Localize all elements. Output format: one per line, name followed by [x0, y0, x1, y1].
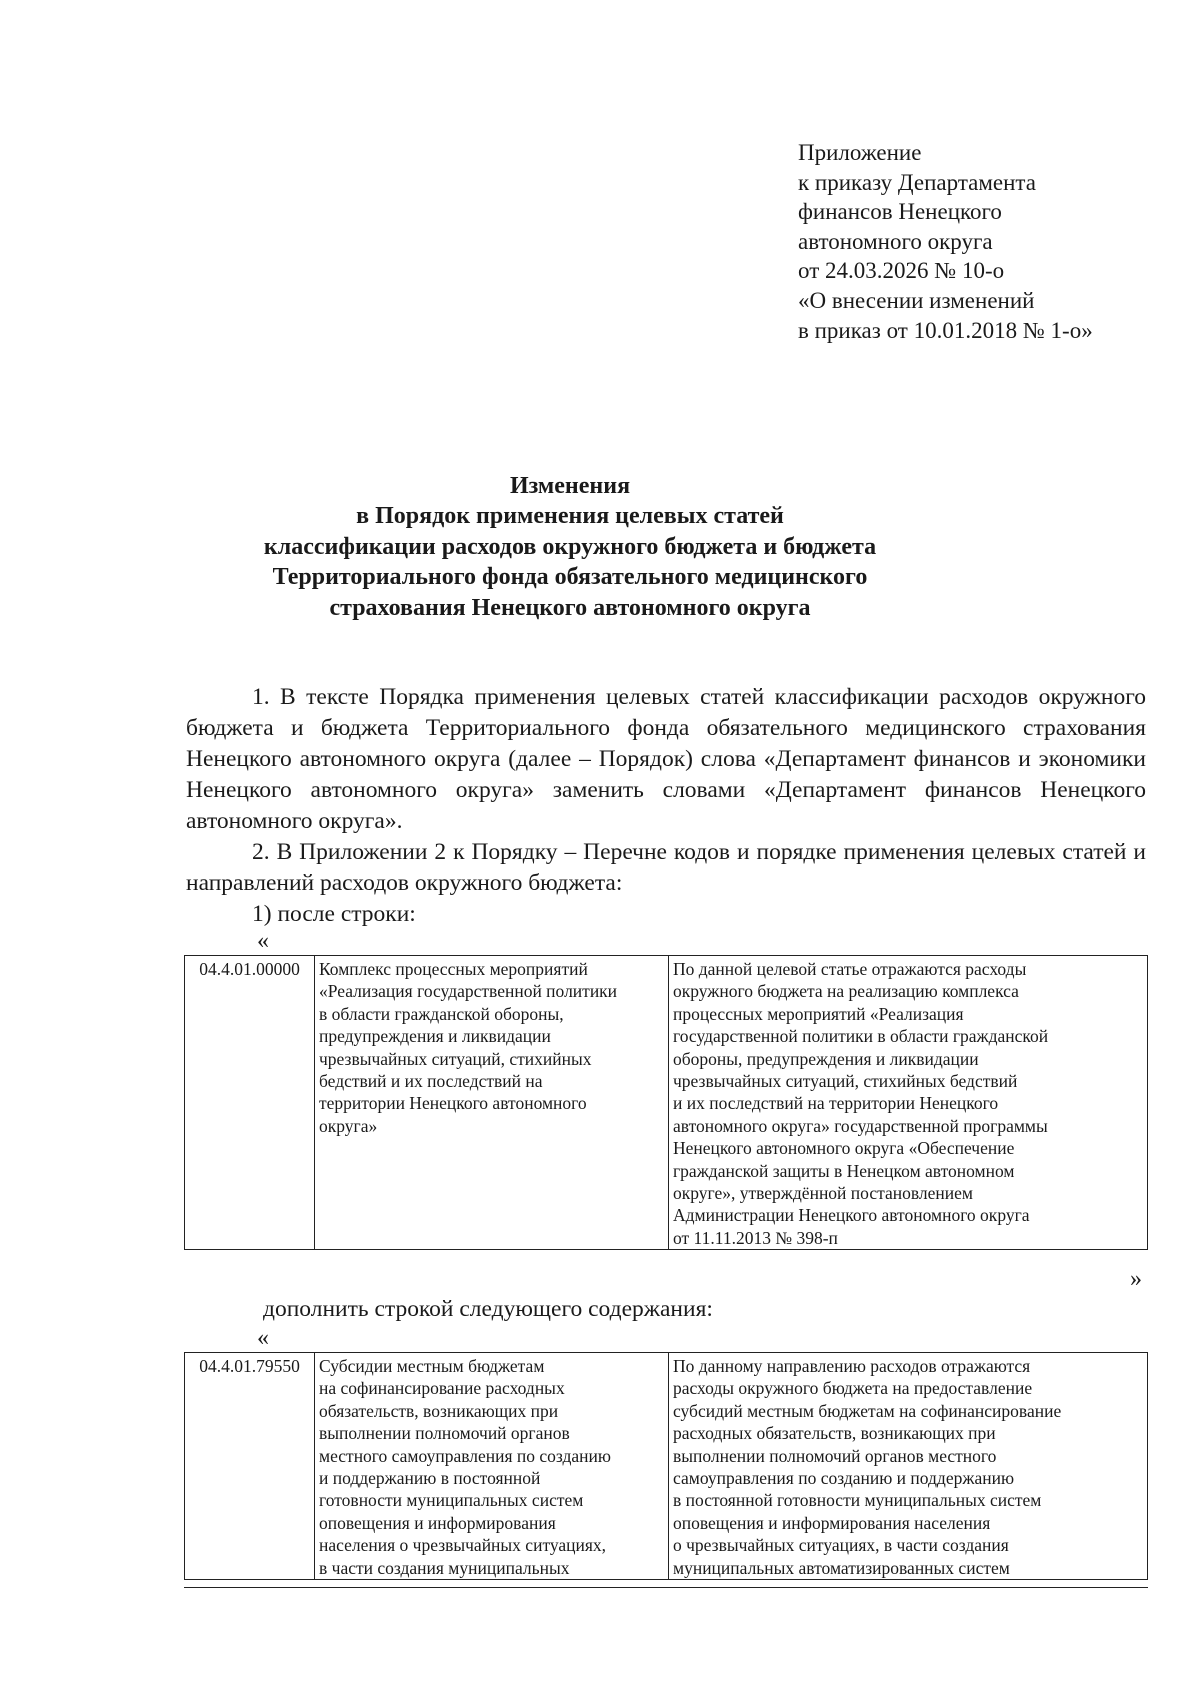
open-quote-1: «	[257, 928, 269, 954]
desc-line: муниципальных автоматизированных систем	[673, 1557, 1010, 1578]
desc-line: гражданской защиты в Ненецком автономном	[673, 1160, 1015, 1181]
desc-line: расходы окружного бюджета на предоставление	[673, 1378, 1033, 1399]
table-row	[185, 1353, 1148, 1580]
description-cell	[669, 956, 1148, 1250]
desc-line: оповещения и информирования населения	[673, 1512, 991, 1533]
desc-line: государственной политики в области гражданской	[673, 1026, 1049, 1047]
paragraph-after: дополнить строкой следующего содержания:	[263, 1296, 713, 1322]
paragraph-1: 1. В тексте Порядка применения целевых статей классификации расходов окружного бюджета и бюджета Территориального фонда обязательного медицинского страхования Ненецкого автономного округа (далее – Порядок) слова «Департамент финансов и экономики Ненецкого автономного округа» заменить словами «Департамент финансов Ненецкого автономного округа».	[186, 684, 1146, 834]
name-line: бедствий и их последствий на	[319, 1071, 543, 1092]
code-cell	[185, 1353, 315, 1580]
name-line: территории Ненецкого автономного	[319, 1093, 587, 1114]
appendix-line: «О внесении изменений	[798, 287, 1035, 313]
title-line: классификации расходов окружного бюджета и бюджета	[263, 533, 877, 560]
code-cell	[185, 956, 315, 1250]
name-line: в области гражданской обороны,	[319, 1003, 564, 1024]
table-existing-row	[184, 955, 1148, 1250]
appendix-line: от 24.03.2026 № 10-о	[798, 258, 1005, 284]
appendix-block	[798, 138, 1093, 345]
title-line: Изменения	[509, 473, 631, 499]
name-line: чрезвычайных ситуаций, стихийных	[319, 1048, 592, 1069]
name-line: и поддержанию в постоянной	[319, 1468, 541, 1489]
name-line: Субсидии местным бюджетам	[319, 1356, 545, 1376]
name-line: на софинансирование расходных	[319, 1378, 565, 1399]
desc-line: По данной целевой статье отражаются расходы	[673, 959, 1027, 979]
paragraph-3: 1) после строки:	[252, 901, 416, 927]
desc-line: окружного бюджета на реализацию комплекса	[673, 981, 1019, 1002]
name-line: готовности муниципальных систем	[319, 1490, 584, 1511]
desc-line: округе», утверждённой постановлением	[673, 1183, 973, 1204]
name-cell	[315, 1353, 669, 1580]
desc-line: самоуправления по созданию и поддержанию	[673, 1468, 1015, 1489]
name-line: предупреждения и ликвидации	[319, 1026, 551, 1047]
name-line: «Реализация государственной политики	[319, 981, 618, 1002]
name-line: в части создания муниципальных	[319, 1557, 570, 1578]
desc-line: Администрации Ненецкого автономного округа	[673, 1205, 1030, 1226]
desc-line: от 11.11.2013 № 398-п	[673, 1227, 838, 1248]
name-line: округа»	[319, 1115, 378, 1136]
code-value: 04.4.01.79550	[199, 1356, 300, 1376]
name-line: выполнении полномочий органов	[319, 1423, 570, 1444]
body-text	[186, 682, 1146, 930]
description-cell	[669, 1353, 1148, 1580]
appendix-line: Приложение	[798, 140, 922, 165]
desc-line: чрезвычайных ситуаций, стихийных бедствий	[673, 1071, 1018, 1092]
desc-line: По данному направлению расходов отражаются	[673, 1356, 1031, 1376]
title-line: страхования Ненецкого автономного округа	[329, 594, 811, 621]
name-line: оповещения и информирования	[319, 1512, 556, 1533]
desc-line: о чрезвычайных ситуациях, в части создания	[673, 1535, 1009, 1556]
table-new-row	[184, 1352, 1148, 1580]
close-quote-1: »	[1130, 1266, 1142, 1292]
name-line: местного самоуправления по созданию	[319, 1445, 611, 1466]
code-value: 04.4.01.00000	[199, 959, 300, 979]
desc-line: процессных мероприятий «Реализация	[673, 1003, 964, 1024]
desc-line: автономного округа» государственной программы	[673, 1115, 1048, 1136]
name-line: обязательств, возникающих при	[319, 1400, 559, 1421]
name-cell	[315, 956, 669, 1250]
desc-line: и их последствий на территории Ненецкого	[673, 1093, 999, 1114]
name-line: Комплекс процессных мероприятий	[319, 959, 588, 979]
table-row	[185, 956, 1148, 1250]
paragraph-2: 2. В Приложении 2 к Порядку – Перечне кодов и порядке применения целевых статей и направлений расходов окружного бюджета:	[186, 839, 1146, 896]
desc-line: выполнении полномочий органов местного	[673, 1445, 997, 1466]
desc-line: расходных обязательств, возникающих при	[673, 1423, 996, 1444]
document-title	[150, 471, 990, 623]
title-line: в Порядок применения целевых статей	[356, 503, 784, 530]
desc-line: субсидий местным бюджетам на софинансирование	[673, 1400, 1062, 1421]
table-new-row-wrapper	[184, 1352, 1148, 1588]
appendix-line: финансов Ненецкого	[798, 199, 1002, 225]
title-line: Территориального фонда обязательного медицинского	[272, 564, 868, 591]
appendix-line: к приказу Департамента	[798, 169, 1036, 195]
open-quote-2: «	[257, 1325, 269, 1351]
name-line: населения о чрезвычайных ситуациях,	[319, 1535, 607, 1556]
desc-line: в постоянной готовности муниципальных систем	[673, 1490, 1042, 1511]
appendix-line: автономного округа	[798, 228, 993, 254]
desc-line: Ненецкого автономного округа «Обеспечение	[673, 1138, 1015, 1159]
appendix-line: в приказ от 10.01.2018 № 1-о»	[798, 317, 1093, 343]
desc-line: обороны, предупреждения и ликвидации	[673, 1048, 979, 1069]
